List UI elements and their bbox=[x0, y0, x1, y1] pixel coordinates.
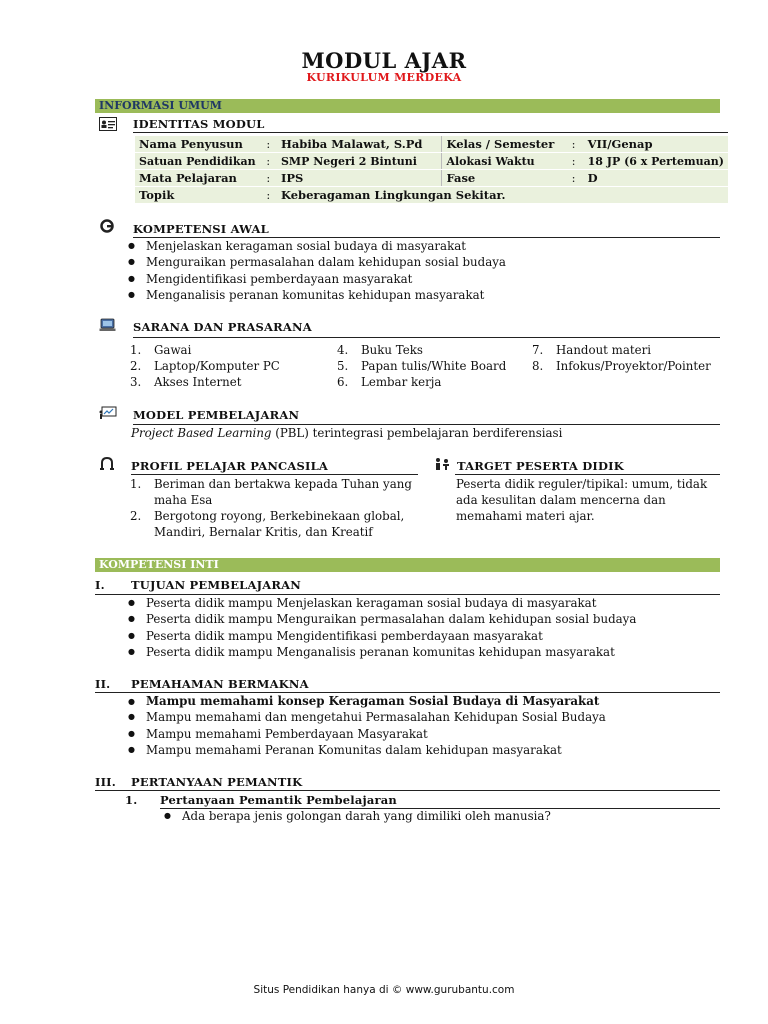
table-key: Satuan Pendidikan bbox=[135, 153, 260, 170]
list-item bbox=[532, 342, 711, 358]
list-item bbox=[130, 342, 280, 358]
kompetensi-awal-heading: KOMPETENSI AWAL bbox=[133, 222, 269, 236]
gear-icon bbox=[99, 219, 117, 233]
model-description bbox=[131, 425, 562, 441]
item-number: 3. bbox=[130, 375, 142, 389]
profil-heading: PROFIL PELAJAR PANCASILA bbox=[131, 459, 329, 473]
list-item bbox=[337, 374, 506, 390]
table-key: Topik bbox=[135, 187, 260, 204]
item-text: Bergotong royong, Berkebinekaan global, bbox=[154, 509, 405, 523]
list-item: ● Mampu memahami Peranan Komunitas dalam kehidupan masyarakat bbox=[128, 742, 606, 758]
sarana-column-3 bbox=[532, 342, 711, 374]
tujuan-heading: TUJUAN PEMBELAJARAN bbox=[131, 578, 301, 592]
sarana-column-1 bbox=[130, 342, 280, 390]
table-value: 18 JP (6 x Pertemuan) bbox=[584, 153, 728, 170]
list-item-continued: maha Esa bbox=[154, 493, 213, 507]
list-item: ● Mampu memahami dan mengetahui Permasalahan Kehidupan Sosial Budaya bbox=[128, 709, 606, 725]
item-text: Buku Teks bbox=[361, 343, 423, 357]
list-item: ● Mampu memahami konsep Keragaman Sosial Budaya di Masyarakat bbox=[128, 693, 606, 709]
table-value: VII/Genap bbox=[584, 136, 728, 153]
item-number: 6. bbox=[337, 375, 349, 389]
model-name: Project Based Learning bbox=[131, 426, 272, 440]
target-text bbox=[456, 476, 707, 524]
target-line: memahami materi ajar. bbox=[456, 509, 595, 523]
list-item: ● Peserta didik mampu Menguraikan permasalahan dalam kehidupan sosial budaya bbox=[128, 611, 636, 627]
sarana-rule bbox=[133, 337, 720, 338]
list-item: ● Menjelaskan keragaman sosial budaya di masyarakat bbox=[128, 238, 506, 254]
pemahaman-heading: PEMAHAMAN BERMAKNA bbox=[131, 677, 309, 691]
sub-number: 1. bbox=[125, 793, 138, 807]
list-item bbox=[130, 508, 420, 524]
computer-icon bbox=[99, 318, 117, 332]
list-item: ● Peserta didik mampu Menjelaskan keragaman sosial budaya di masyarakat bbox=[128, 595, 636, 611]
identitas-modul-heading: IDENTITAS MODUL bbox=[133, 117, 265, 131]
item-number: 1. bbox=[130, 477, 142, 491]
id-card-icon bbox=[99, 117, 117, 131]
kompetensi-awal-list bbox=[128, 238, 506, 303]
target-line: ada kesulitan dalam mencerna dan bbox=[456, 493, 666, 507]
list-item bbox=[130, 476, 420, 492]
section-number: III. bbox=[95, 775, 116, 789]
list-item: ● Ada berapa jenis golongan darah yang dimiliki oleh manusia? bbox=[164, 808, 551, 824]
table-value: IPS bbox=[277, 170, 442, 187]
list-item: ● Mengidentifikasi pemberdayaan masyarakat bbox=[128, 271, 506, 287]
tujuan-list bbox=[128, 595, 636, 660]
item-text: Papan tulis/White Board bbox=[361, 359, 507, 373]
table-sep: : bbox=[260, 170, 277, 187]
sarana-column-2 bbox=[337, 342, 506, 390]
pancasila-icon bbox=[99, 457, 117, 471]
item-text: Lembar kerja bbox=[361, 375, 442, 389]
document-subtitle: KURIKULUM MERDEKA bbox=[306, 71, 462, 84]
presentation-icon bbox=[99, 406, 117, 420]
table-sep: : bbox=[564, 136, 584, 153]
pertanyaan-list bbox=[164, 808, 551, 824]
table-row bbox=[135, 170, 728, 187]
sarana-heading: SARANA DAN PRASARANA bbox=[133, 320, 312, 334]
pertanyaan-sub-heading: Pertanyaan Pemantik Pembelajaran bbox=[160, 793, 397, 807]
item-text: Handout materi bbox=[556, 343, 652, 357]
identitas-rule bbox=[133, 132, 728, 133]
table-value: Keberagaman Lingkungan Sekitar. bbox=[277, 187, 728, 204]
target-heading: TARGET PESERTA DIDIK bbox=[457, 459, 624, 473]
students-icon bbox=[434, 457, 452, 471]
pemahaman-list bbox=[128, 693, 606, 758]
table-sep: : bbox=[260, 153, 277, 170]
footer-text: Situs Pendidikan hanya di © www.gurubantu.com bbox=[253, 984, 515, 996]
target-rule bbox=[455, 474, 720, 475]
pertanyaan-rule bbox=[95, 790, 720, 791]
table-row bbox=[135, 153, 728, 170]
profil-rule bbox=[131, 474, 418, 475]
item-text: Laptop/Komputer PC bbox=[154, 359, 280, 373]
table-sep: : bbox=[564, 153, 584, 170]
model-rest: (PBL) terintegrasi pembelajaran berdiferensiasi bbox=[271, 426, 563, 440]
band-informasi-umum: INFORMASI UMUM bbox=[95, 99, 720, 113]
item-number: 8. bbox=[532, 359, 544, 373]
table-value: SMP Negeri 2 Bintuni bbox=[277, 153, 442, 170]
target-line: Peserta didik reguler/tipikal: umum, tidak bbox=[456, 477, 708, 491]
identitas-table bbox=[135, 135, 728, 204]
table-key: Nama Penyusun bbox=[135, 136, 260, 153]
table-row bbox=[135, 136, 728, 153]
list-item-continued: Mandiri, Bernalar Kritis, dan Kreatif bbox=[154, 525, 373, 539]
table-key: Alokasi Waktu bbox=[442, 153, 564, 170]
list-item: ● Mampu memahami Pemberdayaan Masyarakat bbox=[128, 726, 606, 742]
list-item bbox=[130, 358, 280, 374]
list-item: ● Menganalisis peranan komunitas kehidupan masyarakat bbox=[128, 287, 506, 303]
item-text: Gawai bbox=[154, 343, 192, 357]
item-number: 1. bbox=[130, 343, 142, 357]
table-key: Kelas / Semester bbox=[442, 136, 564, 153]
table-value: D bbox=[584, 170, 728, 187]
pertanyaan-heading: PERTANYAAN PEMANTIK bbox=[131, 775, 303, 789]
item-number: 2. bbox=[130, 509, 142, 523]
section-number: II. bbox=[95, 677, 111, 691]
table-key: Fase bbox=[442, 170, 564, 187]
table-value: Habiba Malawat, S.Pd bbox=[277, 136, 442, 153]
list-item: ● Menguraikan permasalahan dalam kehidupan sosial budaya bbox=[128, 254, 506, 270]
table-sep: : bbox=[260, 136, 277, 153]
list-item bbox=[337, 358, 506, 374]
list-item: ● Peserta didik mampu Mengidentifikasi pemberdayaan masyarakat bbox=[128, 628, 636, 644]
table-sep: : bbox=[564, 170, 584, 187]
item-number: 5. bbox=[337, 359, 349, 373]
item-text: Infokus/Proyektor/Pointer bbox=[556, 359, 711, 373]
item-number: 4. bbox=[337, 343, 349, 357]
item-text: Beriman dan bertakwa kepada Tuhan yang bbox=[154, 477, 412, 491]
model-pembelajaran-heading: MODEL PEMBELAJARAN bbox=[133, 408, 300, 422]
item-number: 7. bbox=[532, 343, 544, 357]
band-kompetensi-inti: KOMPETENSI INTI bbox=[95, 558, 720, 572]
table-row bbox=[135, 187, 728, 204]
section-number: I. bbox=[95, 578, 105, 592]
list-item bbox=[337, 342, 506, 358]
item-text: Akses Internet bbox=[154, 375, 242, 389]
list-item bbox=[532, 358, 711, 374]
list-item bbox=[130, 374, 280, 390]
profil-list bbox=[130, 476, 420, 540]
list-item: ● Peserta didik mampu Menganalisis peranan komunitas kehidupan masyarakat bbox=[128, 644, 636, 660]
table-sep: : bbox=[260, 187, 277, 204]
item-number: 2. bbox=[130, 359, 142, 373]
document-title: MODUL AJAR bbox=[301, 48, 467, 73]
table-key: Mata Pelajaran bbox=[135, 170, 260, 187]
